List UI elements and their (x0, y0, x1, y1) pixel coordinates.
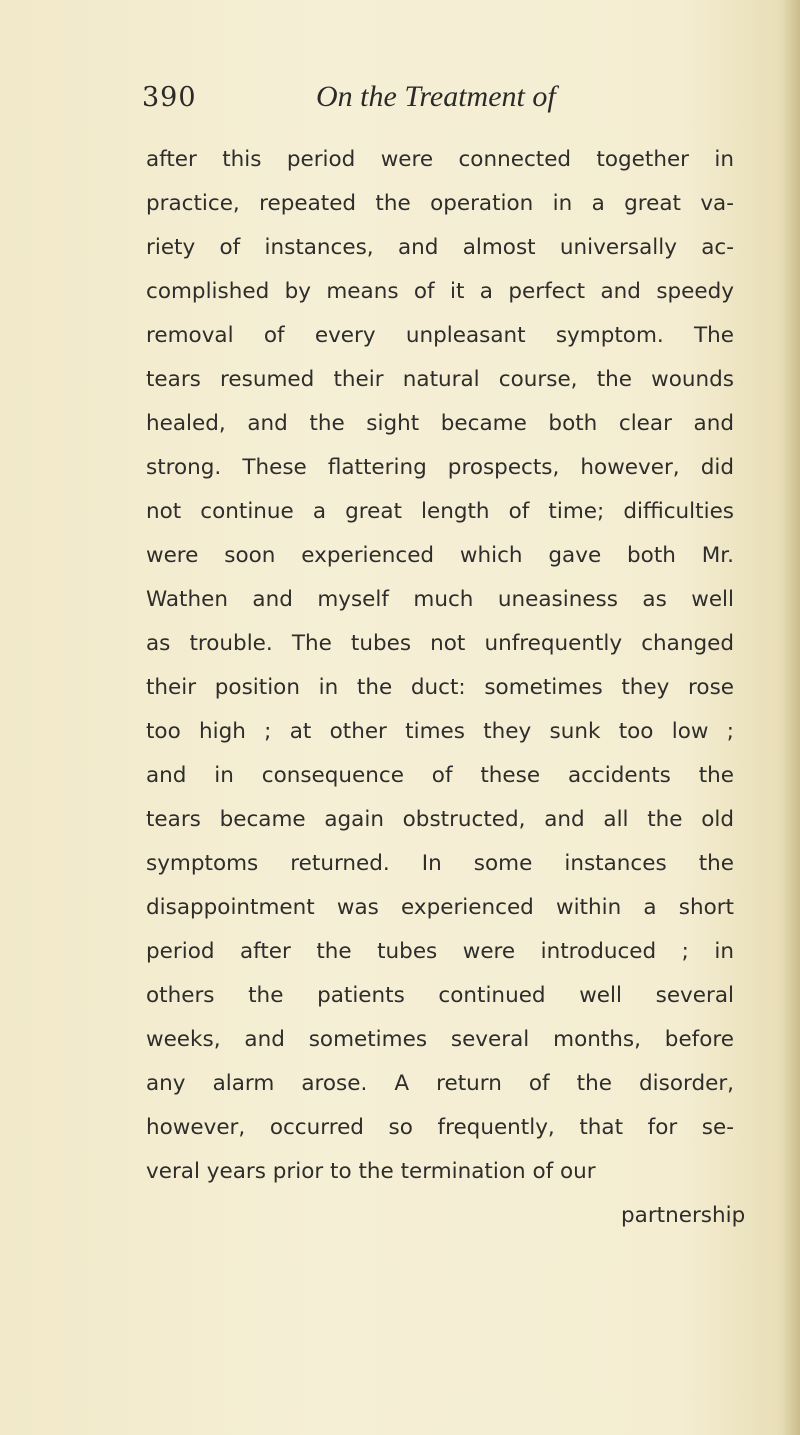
text-line: weeks, and sometimes several months, before (146, 1027, 734, 1052)
text-line: not continue a great length of time; difficulties (146, 499, 734, 524)
text-line: their position in the duct: sometimes they rose (146, 675, 734, 700)
catchword: partnership (621, 1203, 746, 1228)
running-title: On the Treatment of (316, 80, 556, 113)
text-line: riety of instances, and almost universally ac- (146, 235, 734, 260)
text-line: symptoms returned. In some instances the (146, 851, 734, 876)
text-line: healed, and the sight became both clear and (146, 411, 734, 436)
text-line: veral years prior to the termination of our (146, 1159, 596, 1184)
text-line: tears became again obstructed, and all the old (146, 807, 734, 832)
text-line: complished by means of it a perfect and speedy (146, 279, 734, 304)
text-line: too high ; at other times they sunk too low ; (146, 719, 734, 744)
text-line: any alarm arose. A return of the disorder, (146, 1071, 734, 1096)
text-line: however, occurred so frequently, that for se- (146, 1115, 734, 1140)
text-line: strong. These flattering prospects, however, did (146, 455, 734, 480)
page-edge-shadow (782, 0, 800, 1435)
text-line: Wathen and myself much uneasiness as well (146, 587, 734, 612)
text-line: disappointment was experienced within a short (146, 895, 734, 920)
page-number: 390 (142, 82, 197, 113)
text-line: and in consequence of these accidents the (146, 763, 734, 788)
text-line: period after the tubes were introduced ; in (146, 939, 734, 964)
text-line: practice, repeated the operation in a great va- (146, 191, 734, 216)
text-line: others the patients continued well several (146, 983, 734, 1008)
text-line: tears resumed their natural course, the wounds (146, 367, 734, 392)
text-line: were soon experienced which gave both Mr. (146, 543, 734, 568)
text-line: after this period were connected together in (146, 147, 734, 172)
text-line: as trouble. The tubes not unfrequently changed (146, 631, 734, 656)
text-line: removal of every unpleasant symptom. The (146, 323, 734, 348)
